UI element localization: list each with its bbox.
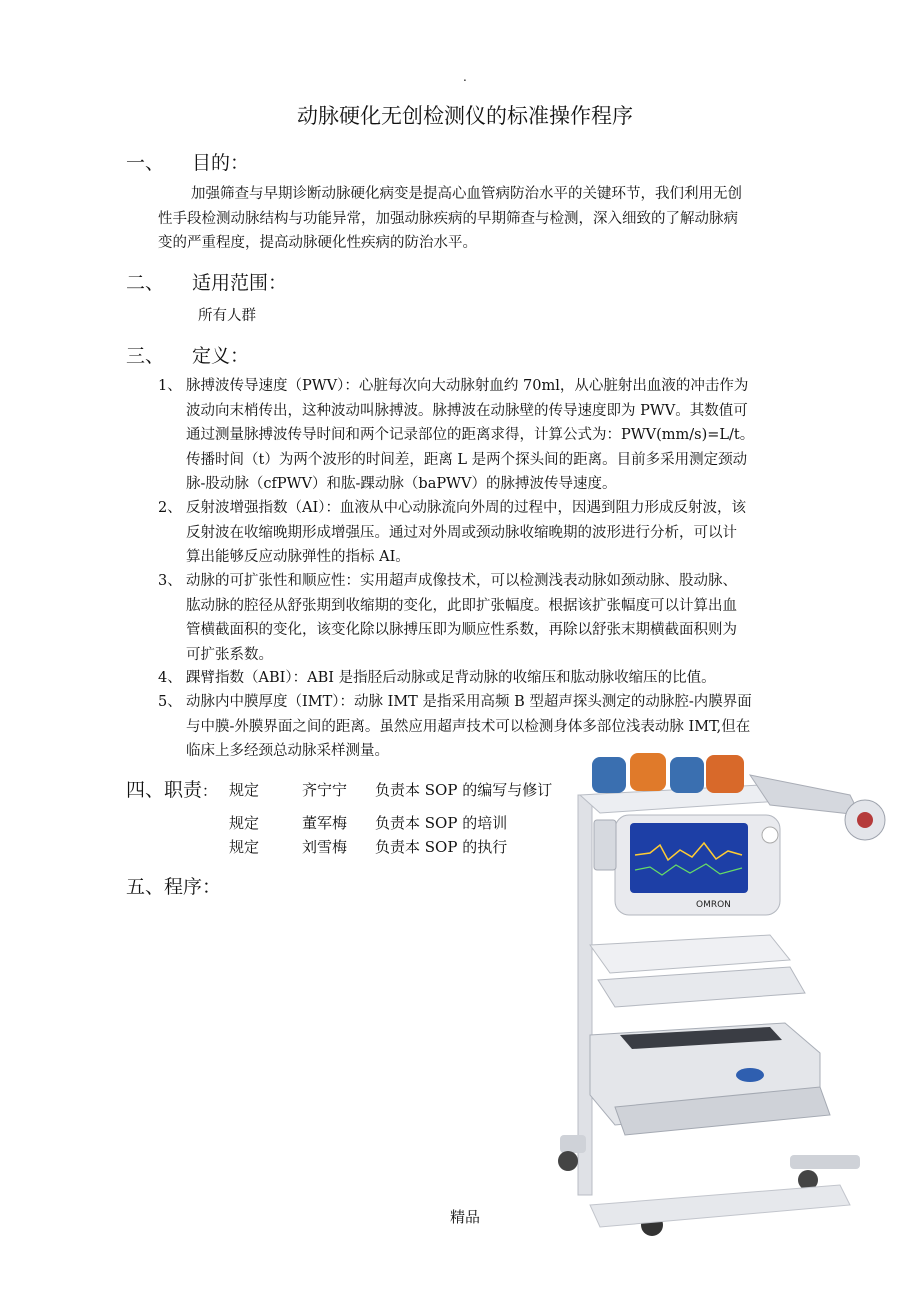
duty: 负责本 SOP 的编写与修订 — [375, 781, 553, 799]
monitor-screen — [630, 823, 748, 893]
section-number: 三、 — [126, 345, 165, 367]
definition-item — [158, 374, 826, 497]
text-line: 算出能够反应动脉弹性的指标 AI。 — [186, 549, 410, 565]
section-definitions-heading — [126, 341, 249, 368]
text-line: 可扩张系数。 — [186, 646, 273, 663]
text-line: 与中膜-外膜界面之间的距离。虽然应用超声技术可以检测身体多部位浅表动脉 IMT,但在 — [186, 718, 751, 735]
person-name: 刘雪梅 — [302, 838, 348, 856]
text-line: 动脉内中膜厚度（IMT）：动脉 IMT 是指采用高频 B 型超声探头测定的动脉腔-内膜界面 — [186, 694, 752, 710]
item-number: 1、 — [158, 378, 182, 394]
person-name: 齐宁宁 — [302, 781, 348, 799]
text-line: 性手段检测动脉结构与功能异常，加强动脉疾病的早期筛查与检测，深入细致的了解动脉病 — [158, 210, 738, 227]
text-line: 通过测量脉搏波传导时间和两个记录部位的距离求得，计算公式为：PWV(mm/s)=L/t。 — [186, 427, 755, 443]
text-line: 反射波增强指数（AI）：血液从中心动脉流向外周的过程中，因遇到阻力形成反射波，该 — [186, 500, 746, 516]
brand-label: OMRON — [696, 900, 731, 910]
definition-item — [158, 666, 826, 691]
section-scope-heading — [126, 268, 287, 295]
blue-cuff — [670, 757, 704, 793]
responsibility-row — [0, 836, 560, 858]
document-title: 动脉硬化无创检测仪的标准操作程序 — [297, 104, 633, 128]
section-title: 定义： — [192, 345, 250, 367]
role: 规定 — [229, 814, 260, 832]
section-number: 二、 — [126, 272, 165, 294]
caster-wheel — [558, 1151, 578, 1171]
section-title: 目的： — [192, 152, 250, 174]
responsibility-row — [0, 779, 560, 801]
text-line: 肱动脉的腔径从舒张期到收缩期的变化，此即扩张幅度。根据该扩张幅度可以计算出血 — [186, 597, 737, 614]
text-line: 反射波在收缩晚期形成增强压。通过对外周或颈动脉收缩晚期的波形进行分析，可以计 — [186, 524, 737, 541]
arteriosclerosis-device-image — [520, 735, 915, 1255]
role: 规定 — [229, 838, 260, 856]
item-number: 4、 — [158, 670, 182, 686]
scope-text: 所有人群 — [198, 308, 256, 324]
responsibility-row — [0, 812, 560, 834]
duty: 负责本 SOP 的培训 — [375, 814, 508, 832]
text-line: 加强筛查与早期诊断动脉硬化病变是提高心血管病防治水平的关键环节，我们利用无创 — [191, 186, 742, 202]
section-purpose-heading — [126, 148, 249, 175]
section-procedure-heading: 五、程序： — [126, 876, 222, 898]
role: 规定 — [229, 781, 260, 799]
section-number: 一、 — [126, 152, 165, 174]
text-line: 动脉的可扩张性和顺应性：实用超声成像技术，可以检测浅表动脉如颈动脉、股动脉、 — [186, 573, 737, 589]
header-mark: . — [463, 70, 467, 84]
item-number: 3、 — [158, 573, 182, 589]
text-line: 踝臂指数（ABI）：ABI 是指胫后动脉或足背动脉的收缩压和肱动脉收缩压的比值。 — [186, 670, 716, 686]
text-line: 波动向末梢传出，这种波动叫脉搏波。脉搏波在动脉壁的传导速度即为 PWV。其数值可 — [186, 402, 748, 419]
definition-item — [158, 496, 826, 570]
definition-item — [158, 569, 826, 667]
text-line: 临床上多经颈总动脉采样测量。 — [186, 743, 389, 759]
text-line: 管横截面积的变化，该变化除以脉搏压即为顺应性系数，再除以舒张末期横截面积则为 — [186, 622, 737, 638]
section-title: 适用范围： — [192, 272, 288, 294]
item-number: 5、 — [158, 694, 182, 710]
duty: 负责本 SOP 的执行 — [375, 838, 508, 856]
blue-cuff — [592, 757, 626, 793]
orange-cuff — [630, 753, 666, 791]
text-line: 变的严重程度，提高动脉硬化性疾病的防治水平。 — [158, 235, 477, 251]
text-line: 传播时间（t）为两个波形的时间差，距离 L 是两个探头间的距离。目前多采用测定颈动 — [186, 451, 748, 468]
colon: ： — [202, 782, 218, 800]
footer-label: 精品 — [450, 1208, 481, 1226]
text-line: 脉-股动脉（cfPWV）和肱-踝动脉（baPWV）的脉搏波传导速度。 — [186, 476, 617, 492]
section-title: 四、职责 — [126, 779, 203, 801]
person-name: 董军梅 — [302, 814, 348, 832]
text-line: 脉搏波传导速度（PWV）：心脏每次向大动脉射血约 70ml，从心脏射出血液的冲击作为 — [186, 378, 749, 394]
orange-cuff — [706, 755, 744, 793]
purpose-paragraph — [158, 182, 818, 256]
item-number: 2、 — [158, 500, 182, 516]
